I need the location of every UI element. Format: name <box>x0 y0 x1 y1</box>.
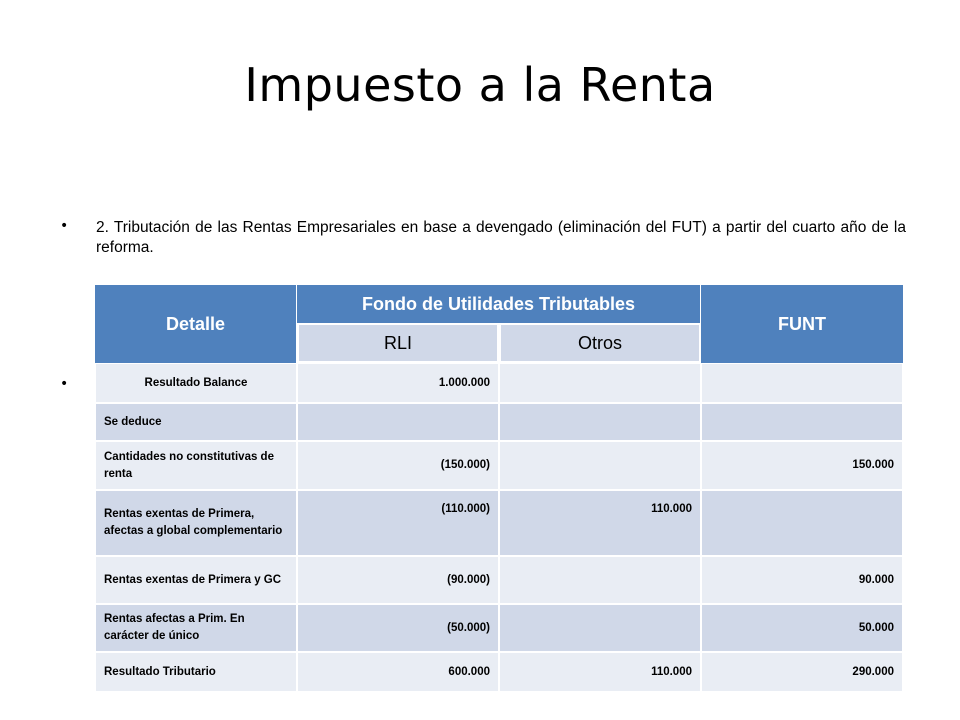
cell-rli: (50.000) <box>297 604 499 652</box>
cell-otros: 110.000 <box>499 652 701 692</box>
cell-otros <box>499 441 701 490</box>
cell-detalle: Cantidades no constitutivas de renta <box>95 441 297 490</box>
cell-detalle: Resultado Balance <box>95 363 297 403</box>
header-funt: FUNT <box>701 285 903 363</box>
cell-otros <box>499 604 701 652</box>
cell-otros <box>499 363 701 403</box>
cell-detalle: Rentas exentas de Primera y GC <box>95 556 297 604</box>
bullet-text: 2. Tributación de las Rentas Empresariales en base a devengado (eliminación del FUT) a partir del cuarto año de la reforma. <box>96 219 906 256</box>
table-row <box>95 490 903 556</box>
header-fondo: Fondo de Utilidades Tributables <box>297 285 701 323</box>
cell-rli: 1.000.000 <box>297 363 499 403</box>
cell-rli: (150.000) <box>297 441 499 490</box>
table-row <box>95 363 903 403</box>
cell-funt <box>701 490 903 556</box>
cell-funt <box>701 403 903 441</box>
header-detalle: Detalle <box>95 285 297 363</box>
cell-rli: 600.000 <box>297 652 499 692</box>
cell-otros <box>499 556 701 604</box>
cell-rli <box>297 403 499 441</box>
cell-detalle: Se deduce <box>95 403 297 441</box>
cell-otros: 110.000 <box>499 490 701 556</box>
cell-funt: 90.000 <box>701 556 903 604</box>
header-rli: RLI <box>297 323 499 363</box>
cell-detalle: Rentas afectas a Prim. En carácter de único <box>95 604 297 652</box>
cell-funt: 290.000 <box>701 652 903 692</box>
fut-table <box>95 285 903 692</box>
cell-detalle: Resultado Tributario <box>95 652 297 692</box>
table-row <box>95 604 903 652</box>
cell-funt: 150.000 <box>701 441 903 490</box>
slide-title: Impuesto a la Renta <box>244 58 716 112</box>
table-row <box>95 556 903 604</box>
cell-otros <box>499 403 701 441</box>
cell-rli: (110.000) <box>297 490 499 556</box>
cell-rli: (90.000) <box>297 556 499 604</box>
cell-funt <box>701 363 903 403</box>
cell-funt: 50.000 <box>701 604 903 652</box>
table-row <box>95 403 903 441</box>
header-otros: Otros <box>499 323 701 363</box>
cell-detalle: Rentas exentas de Primera, afectas a global complementario <box>95 490 297 556</box>
empty-bullet-symbol: • <box>60 376 69 392</box>
table-row <box>95 652 903 692</box>
bullet-symbol: • <box>60 218 69 234</box>
table-row <box>95 441 903 490</box>
